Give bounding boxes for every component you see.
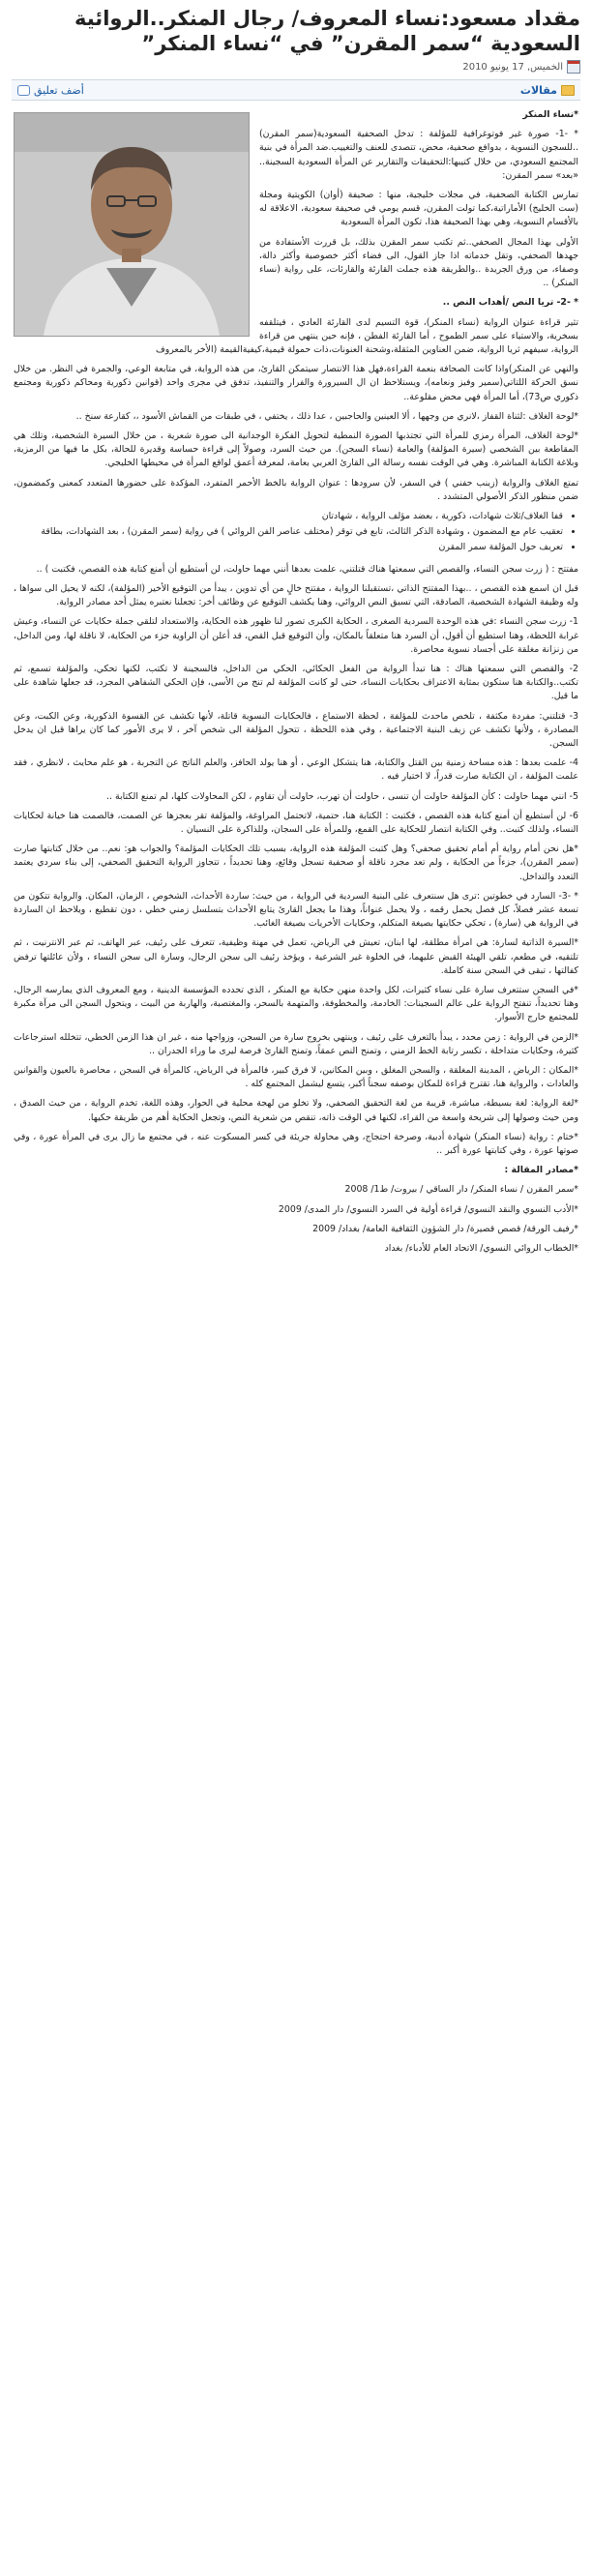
para-7: والنهي عن المنكر)واذا كانت الصحافة بنعمة القراءة،فهل هذا الانتصار سيتمكن القارئ، من هذه الرواية، في متابعة الوعي، والجمرة في النظر. من خلال نسق الحركة اللتاتي(سمير وفيز ونعامه)، ويستلاحظ ان ال السيرورة والفرار والتنفيذ، تدفق في مجرى واحد (قوانين ذكورية ومحاكم ذكورية ومجتمع ذكوري ص73)، أما المرأة فهي محض مقلوعة.. — [14, 364, 578, 402]
para-20: * -3- السارد في خطوتين :ترى هل سنتعرف على البنية السردية في الرواية ، من حيث: ساردة الأحداث، الشخوص ، الزمان، المكان. والرواية تتكون من تسعة عشر فصلاً، كل فصل يحمل رقمه ، ولا يحمل عنواناً، وهذا ما يجعل القارئ يتابع الأحداث بتسلسل زمني خطي ، دون تقطيع ، ويلاحظ ان الساردة في الرواية هي (سارة) ، تحكي حكايتها بصيغة المتكلم، وحكايات الأخريات بصيغة الغائب. — [14, 890, 578, 930]
list-item: • تعقيب عام مع المضمون ، وشهادة الذكر الثالث، تابع في توقر (مختلف عناصر الفن الروائي ) في رواية (سمر المقرن) ، بعد الشهادات، بطاقة — [14, 525, 563, 539]
reference-item: *رفيف الورقة/ قصص قصيرة/ دار الشؤون الثقافية العامة/ بغداد/ 2009 — [312, 1223, 578, 1234]
para-12: قبل ان اسمع هذه القصص ، ..بهذا المفتتح الذاتي ،تستقبلنا الرواية ، مفتتح خالٍ من أي تدوين ، يبدأ من التوقيع الأخير (المؤلفة)، لكنه لا يحيل الى سواها ، وله وظيفة الشهادة الشخصية، الصادقة، التي تسبق النص الروائي، وهنا يكشف التوقيع عن وظائف أخر: تجعلنا نعتبره يمثل أحد مصادر الرواية. — [14, 582, 578, 608]
article-title[interactable]: مقداد مسعود:نساء المعروف/ رجال المنكر..الروائية السعودية “سمر المقرن” في “نساء المنكر” — [74, 7, 580, 55]
article-meta — [12, 60, 580, 74]
para-22: *في السجن ستتعرف سارة على نساء كثيرات، لكل واحدة منهن حكاية مع المنكر ، الذي تحدده المؤسسة الدينية ، ومع المعروف الذي يمارسه الرجال، وهنا تحديداً، تنفتح الرواية على عالم السجينات: الخادمة، والمخطوفة، والمتهمة بالسحر، والمغتصبة، والهاربة من البيت ، ويتحول السجن الى مرآة مكبرة للمجتمع خارج الأسوار. — [14, 984, 578, 1023]
para-1: *نساء المنكر — [522, 109, 578, 120]
article-toolbar — [12, 79, 580, 101]
para-26: *ختام : رواية (نساء المنكر) شهادة أدبية، وصرخة احتجاج، وهي محاولة جريئة في كسر المسكوت عنه ، في مجتمع ما زال يرى في المرأة عورة ، وفي صوتها عورة ، وفي كتابتها عورة أكبر .. — [14, 1131, 578, 1156]
folder-icon — [561, 85, 575, 96]
article-date: الخميس, 17 يونيو 2010 — [462, 61, 563, 73]
add-comment-label[interactable]: أضف تعليق — [34, 83, 84, 97]
para-27: *مصادر المقالة : — [504, 1165, 578, 1176]
para-6: تثير قراءة عنوان الرواية (نساء المنكر)، قوة التسيم لدى القارئة العادي ، فيتلقفه بسخرية، والاستياء على سمر الطموح ، أما القارئة الفطن ، فإنه حين ينتهي من قراءة الرواية، سيفهم ثريا الرواية، ضمن العناوين المثقلة،وشحنة العنونات،ذات حمولة قيمية،كيفيةالقيمة (الأخر بالمعروف — [156, 316, 578, 356]
category-label[interactable]: مقالات — [519, 83, 557, 97]
calendar-icon — [567, 60, 580, 74]
category-link[interactable] — [520, 84, 575, 97]
para-18: 6- لن أستطيع أن أمنع كتابة هذه القصص ، فكتبت : الكتابة هنا، حتمية، لاتحتمل المراوغة، والمؤلفة تقر بعجزها عن الصمت، فالصمت هنا خيانة لحكايات النساء، ولذلك كتبت.. وفي الكتابة انتصار للحكاية على القمع، وللمرأة على السجان، وللذاكرة على النسيان . — [14, 810, 578, 835]
para-21: *السيرة الذاتية لسارة: هي امرأة مطلقة، لها ابنان، تعيش في الرياض، تعمل في مهنة وظيفية، تتعرف على رئيف، عبر الهاتف، ثم عبر الانترنيت ، ثم تلتقيه، في مطعم، تلقي الهيئة القبض عليهما، في الخلوة غير الشرعية ، ويؤخذ رئيف الى سجن الرجال، وسارة الى سجن النساء ، ولأن عائلتها ترفض كفالتها ، تبقى في السجن سنة كاملة. — [14, 937, 578, 976]
para-23: *الزمن في الرواية : زمن محدد ، يبدأ بالتعرف على رئيف ، وينتهي بخروج سارة من السجن، وزواجها منه ، غير ان هذا الزمن الخطي، تتخلله استرجاعات كثيرة، وحكايات متداخلة ، تكسر رتابة الخط الزمني ، وتمنح النص عمقاً، وتمنح القارئ فرصة ليرى ما وراء الجدران .. — [14, 1031, 578, 1056]
reference-item: *الخطاب الروائي النسوي/ الاتحاد العام للأدباء/ بغداد — [384, 1243, 578, 1255]
para-25: *لغة الرواية: لغة بسيطة، مباشرة، قريبة من لغة التحقيق الصحفي، ولا تخلو من لهجة محلية في الحوار، وهذه اللغة، تخدم الرواية ، من حيث الصدق ، ومن حيث وصولها إلى شريحة واسعة من القراء، لكنها في الوقت ذاته، تنقص من شعرية النص، وتجعل الحكاية أهم من طريقة حكيها. — [14, 1098, 578, 1123]
para-2: * -1- صورة غير فوتوغرافية للمؤلفة : تدخل الصحفية السعودية(سمر المقرن) ..للسجون النسوية ، بدوافع صحفية، محض، تتصدى للعنف والتغييب.ضد المرأة في بنية المجتمع السعودي، من خلال كتيبها:التحقيقات والتقارير عن المرأة السعودية السجينة.. «بعد» سمر المقرن: — [259, 129, 578, 181]
para-13: 1- زرت سجن النساء :في هذه الوحدة السردية الصغرى ، الحكاية الكبرى تصور لنا ظهور هذه الحكاية، والاستعداد لتلقي جملة حكايات عن النساء، وعيش غرابة اللحظة، وهنا استطيع أن أقول، أن السرد هنا متعلقاً بالمكان، وأن التوقيع قبل القص، قد أعلن أن الراوية جزء من الحكاية، لا ناقلة لها، ومن الداخل، من زنزانة مغلقة على أجساد نسوية محاصرة. — [14, 616, 578, 655]
para-9: *لوحة الغلاف، المرأة رمزي للمرأة التي تجتذبها الصورة النمطية لتحويل الفكرة الوجدانية الى صورة شعرية ، من خلال السيرة الشخصية، وتلك هي المقاطعة بين الشخصي (سيرة المؤلفة) والعامة (نساء السجن). من حيث السرد، وصولاً إلى قراءة حساسة وقديرة للحالة، بكل ما فيها من الرمزية، وبلاغة الكتابة المباشرة. وهي في الوقت نفسه رسالة الى القارئ العربي بعامة، لمعرفة أعمق لواقع المرأة في محيطها الخليجي. — [14, 430, 578, 469]
para-17: 5- انني مهما حاولت : كأن المؤلفة حاولت أن تنسى ، حاولت أن تهرب، حاولت أن تقاوم ، لكن المحاولات كلها، لم تمنع الكتابة .. — [106, 790, 578, 802]
comment-bubble-icon — [17, 85, 30, 96]
article-body — [0, 101, 592, 1256]
list-item: • تعريف حول المؤلفة سمر المقرن — [14, 541, 563, 554]
article-header — [0, 0, 592, 74]
list-item: • قفا الغلاف/ثلاث شهادات، ذكورية ، بعضد مؤلف الرواية ، شهادتان — [14, 510, 563, 523]
para-5: * -2- تريا النص /أهداب النص .. — [442, 297, 578, 309]
para-3: تمارس الكتابة الصحفية، في مجلات خليجية، منها : صحيفة (أوان) الكويتية ومجلة (ست الخليج) الأماراتية،كما تولت المقرن، قسم يومي في صحيفة سعودية، الاعلاقة له بالأقسام النسوية، وهي بهذا الصحيفة هذا، تكون المرأة السعودية — [259, 190, 578, 228]
cover-notes-list — [14, 510, 563, 555]
reference-item: *الأدب النسوي والنقد النسوي/ قراءة أولية في السرد النسوي/ دار المدى/ 2009 — [278, 1203, 578, 1215]
add-comment-link[interactable] — [17, 84, 84, 97]
para-10: تمتع الغلاف والرواية (زينب حفني ) في السفر، لأن سرودها : عنوان الرواية بالخط الأحمر المتفرد، المؤكدة على حضورها المتعدد كمعنى وكمضمون، ضمن منظور الذكر الأصولي المتشدد . — [14, 477, 578, 502]
para-11: مفتتح : ( زرت سجن النساء، والقصص التي سمعتها هناك قتلتني، علمت بعدها أنني مهما حاولت، لن أستطيع أن أمنع كتابة هذه القصص، فكتبت ) .. — [36, 563, 578, 575]
para-4: الأولى بهذا المجال الصحفي..ثم تكتب سمر المقرن بذلك، بل قررت الأستفادة من جهدها الصحفي، وتقل خدماته اذا جاز القول، الى فضاء أكثر خصوصية وأكثر دالة، وصفاء، من ورق الجريدة ..والطريقة هذه جملت القارئة والقارئات، على رواية (نساء المنكر) .. — [259, 236, 578, 289]
para-15: 3- قتلتني: مفردة مكثفة ، تلخص ماحدث للمؤلفة ، لحظة الاستماع ، فالحكايات النسوية قاتلة، لأنها تكشف عن القسوة الذكورية، وعن الكبت، وعن المصادرة ، ولأنها تكشف عن زيف البنية الاجتماعية ، وفي هذه اللحظة ، تتحول المؤلفة الى شخص آخر ، لا يرى الأمور كما كان يراها قبل ان يدخل السجن. — [14, 710, 578, 749]
para-8: *لوحة الغلاف :لثناة القفاز ،لانري من وجهها ، ألا العينين والحاجبين ، عدا ذلك ، يختفي ، في طبقات من القماش الأسود ،، كقارعة سنخ .. — [75, 410, 578, 422]
para-16: 4- علمت بعدها : هذه مساحة زمنية بين القتل والكتابة، هنا يتشكل الوعي ، أو هنا يولد الحافز، والعلم الناتج عن التجربة ، هو علم محايث ، لانظري ، فقد علمت المؤلفة ، ان الكتابة صارت قدراً، لا اختيار فيه . — [14, 757, 578, 783]
para-24: *المكان : الرياض ، المدينة المغلقة ، والسجن المغلق ، وبين المكانين، لا فرق كبير، فالمرأة في الرياض، كالمرأة في السجن ، محاصرة بالعيون والقوانين والعادات ، والرواية هنا، تقترح قراءة للمكان بوصفه سجناً أكبر، يتسع ليشمل المجتمع كله . — [14, 1064, 578, 1090]
reference-item: *سمر المقرن / نساء المنكر/ دار الساقي / بيروت/ ط1/ 2008 — [344, 1184, 578, 1196]
author-photo — [14, 112, 250, 337]
para-19: *هل نحن أمام رواية أم أمام تحقيق صحفي؟ وهل كتبت المؤلفة هذه الرواية، بسبب تلك الحكايات المؤلمة؟ والجواب هو: نعم.. من خلال كتابتها صارت (سمر المقرن)، جزءاً من الحكاية ، ولم تعد مجرد ناقلة أو صحفية تسجل وقائع، وهنا تحديداً ، تتجاوز الرواية التحقيق الصحفي، إلى بناء سردي يعتمد التعدد والتداخل. — [14, 844, 578, 882]
para-14: 2- والقصص التي سمعتها هناك : هنا تبدأ الرواية من الفعل الحكائي، الحكي من الداخل، فالسجينة لا تكتب، لكنها تحكي، والمؤلفة تسمع، ثم تكتب..والكتابة هنا ستكون بمثابة الاعتراف بحكايات النساء، حتى لو كانت المؤلفة لم تنج من الأسى، فإن الحكي الشفاهي المجرد، قد جعلها شاهدة على ما قيل. — [14, 663, 578, 702]
